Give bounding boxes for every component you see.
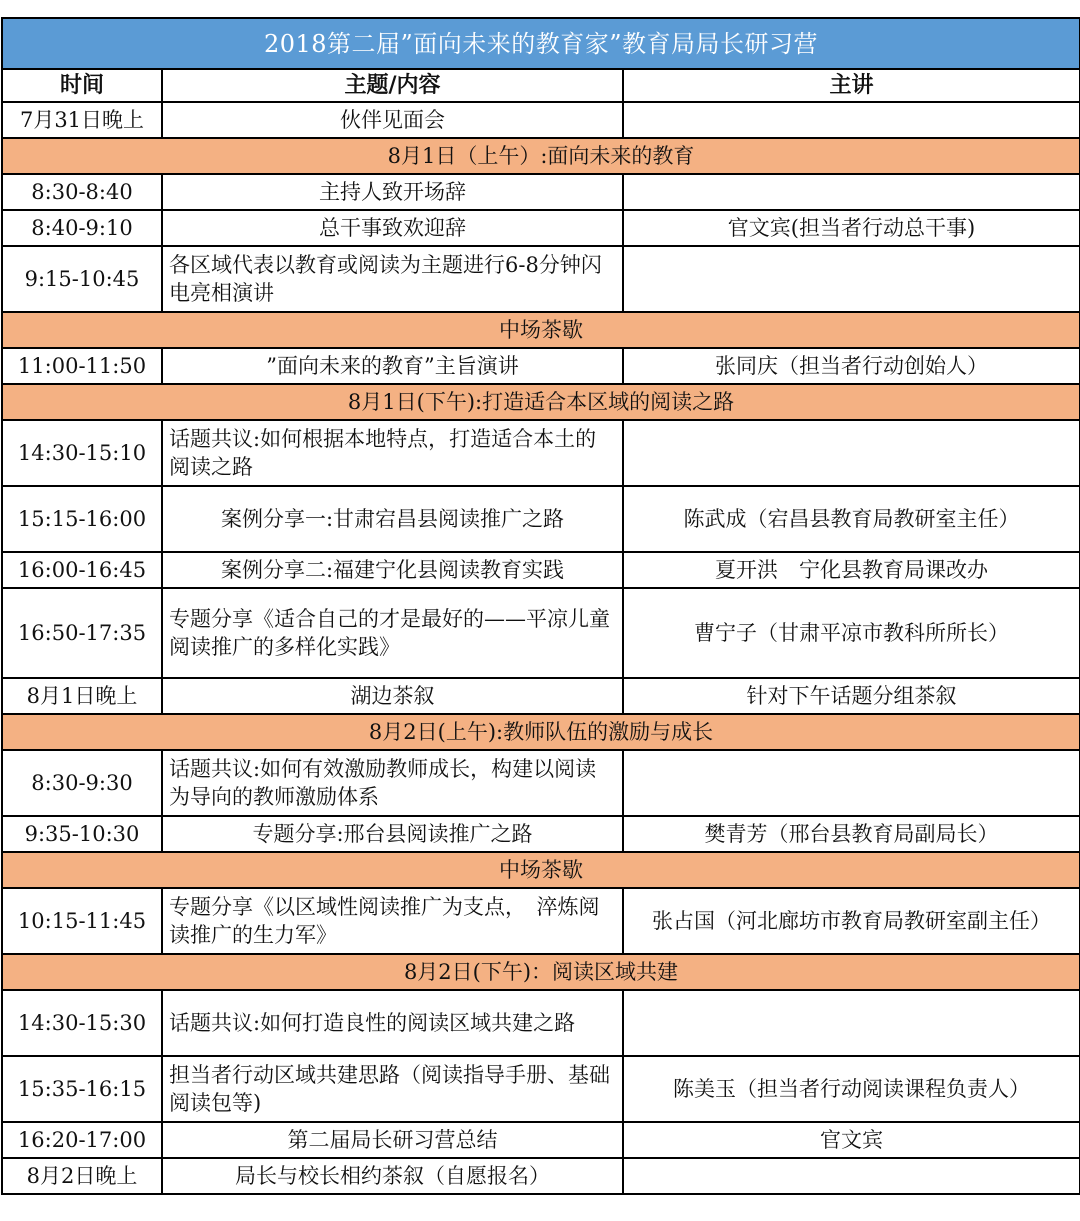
table-row [2, 348, 1080, 384]
section-row [2, 384, 1080, 420]
topic-cell: 担当者行动区域共建思路（阅读指导手册、基础阅读包等) [162, 1056, 623, 1122]
topic-cell: 话题共议:如何有效激励教师成长，构建以阅读为导向的教师激励体系 [162, 750, 623, 816]
column-header-speaker: 主讲 [623, 69, 1080, 102]
time-cell: 15:15-16:00 [2, 486, 162, 552]
table-row [2, 588, 1080, 678]
speaker-cell [623, 750, 1080, 816]
section-row [2, 138, 1080, 174]
time-cell: 16:00-16:45 [2, 552, 162, 588]
topic-cell: 专题分享《以区域性阅读推广为支点， 淬炼阅读推广的生力军》 [162, 888, 623, 954]
time-cell: 11:00-11:50 [2, 348, 162, 384]
topic-cell: ”面向未来的教育”主旨演讲 [162, 348, 623, 384]
table-row [2, 210, 1080, 246]
table-row [2, 420, 1080, 486]
speaker-cell [623, 990, 1080, 1056]
table-row [2, 174, 1080, 210]
section-row [2, 312, 1080, 348]
section-row [2, 954, 1080, 990]
speaker-cell: 陈武成（宕昌县教育局教研室主任） [623, 486, 1080, 552]
topic-cell: 局长与校长相约茶叙（自愿报名） [162, 1158, 623, 1194]
time-cell: 7月31日晚上 [2, 102, 162, 138]
topic-cell: 案例分享一:甘肃宕昌县阅读推广之路 [162, 486, 623, 552]
topic-cell: 总干事致欢迎辞 [162, 210, 623, 246]
topic-cell: 湖边茶叙 [162, 678, 623, 714]
table-row [2, 816, 1080, 852]
schedule-table [1, 17, 1080, 1195]
topic-cell: 各区域代表以教育或阅读为主题进行6-8分钟闪电亮相演讲 [162, 246, 623, 312]
topic-cell: 主持人致开场辞 [162, 174, 623, 210]
speaker-cell [623, 174, 1080, 210]
speaker-cell: 樊青芳（邢台县教育局副局长） [623, 816, 1080, 852]
section-title: 8月2日(下午)：阅读区域共建 [2, 954, 1080, 990]
speaker-cell: 张占国（河北廊坊市教育局教研室副主任） [623, 888, 1080, 954]
speaker-cell: 曹宁子（甘肃平凉市教科所所长） [623, 588, 1080, 678]
table-row [2, 102, 1080, 138]
table-row [2, 1158, 1080, 1194]
table-title: 2018第二届”面向未来的教育家”教育局局长研习营 [2, 18, 1080, 69]
time-cell: 14:30-15:10 [2, 420, 162, 486]
section-title: 8月1日（上午）:面向未来的教育 [2, 138, 1080, 174]
time-cell: 8月1日晚上 [2, 678, 162, 714]
section-title: 8月2日(上午):教师队伍的激励与成长 [2, 714, 1080, 750]
section-row [2, 714, 1080, 750]
speaker-cell: 针对下午话题分组茶叙 [623, 678, 1080, 714]
section-title: 8月1日(下午):打造适合本区域的阅读之路 [2, 384, 1080, 420]
topic-cell: 话题共议:如何根据本地特点，打造适合本土的阅读之路 [162, 420, 623, 486]
speaker-cell [623, 246, 1080, 312]
time-cell: 8:40-9:10 [2, 210, 162, 246]
table-row [2, 750, 1080, 816]
section-title: 中场茶歇 [2, 852, 1080, 888]
table-row [2, 1056, 1080, 1122]
time-cell: 8月2日晚上 [2, 1158, 162, 1194]
topic-cell: 案例分享二:福建宁化县阅读教育实践 [162, 552, 623, 588]
column-header-time: 时间 [2, 69, 162, 102]
time-cell: 15:35-16:15 [2, 1056, 162, 1122]
topic-cell: 伙伴见面会 [162, 102, 623, 138]
section-row [2, 852, 1080, 888]
speaker-cell: 夏开洪 宁化县教育局课改办 [623, 552, 1080, 588]
column-header-topic: 主题/内容 [162, 69, 623, 102]
time-cell: 16:20-17:00 [2, 1122, 162, 1158]
table-row [2, 678, 1080, 714]
speaker-cell [623, 420, 1080, 486]
table-row [2, 246, 1080, 312]
speaker-cell: 官文宾 [623, 1122, 1080, 1158]
speaker-cell: 陈美玉（担当者行动阅读课程负责人） [623, 1056, 1080, 1122]
table-row [2, 552, 1080, 588]
speaker-cell: 官文宾(担当者行动总干事) [623, 210, 1080, 246]
topic-cell: 专题分享:邢台县阅读推广之路 [162, 816, 623, 852]
time-cell: 9:35-10:30 [2, 816, 162, 852]
time-cell: 8:30-8:40 [2, 174, 162, 210]
speaker-cell [623, 102, 1080, 138]
table-row [2, 990, 1080, 1056]
table-row [2, 1122, 1080, 1158]
topic-cell: 第二届局长研习营总结 [162, 1122, 623, 1158]
section-title: 中场茶歇 [2, 312, 1080, 348]
table-row [2, 888, 1080, 954]
speaker-cell [623, 1158, 1080, 1194]
time-cell: 16:50-17:35 [2, 588, 162, 678]
time-cell: 14:30-15:30 [2, 990, 162, 1056]
topic-cell: 专题分享《适合自己的才是最好的——平凉儿童阅读推广的多样化实践》 [162, 588, 623, 678]
time-cell: 9:15-10:45 [2, 246, 162, 312]
topic-cell: 话题共议:如何打造良性的阅读区域共建之路 [162, 990, 623, 1056]
time-cell: 8:30-9:30 [2, 750, 162, 816]
speaker-cell: 张同庆（担当者行动创始人） [623, 348, 1080, 384]
time-cell: 10:15-11:45 [2, 888, 162, 954]
table-row [2, 486, 1080, 552]
